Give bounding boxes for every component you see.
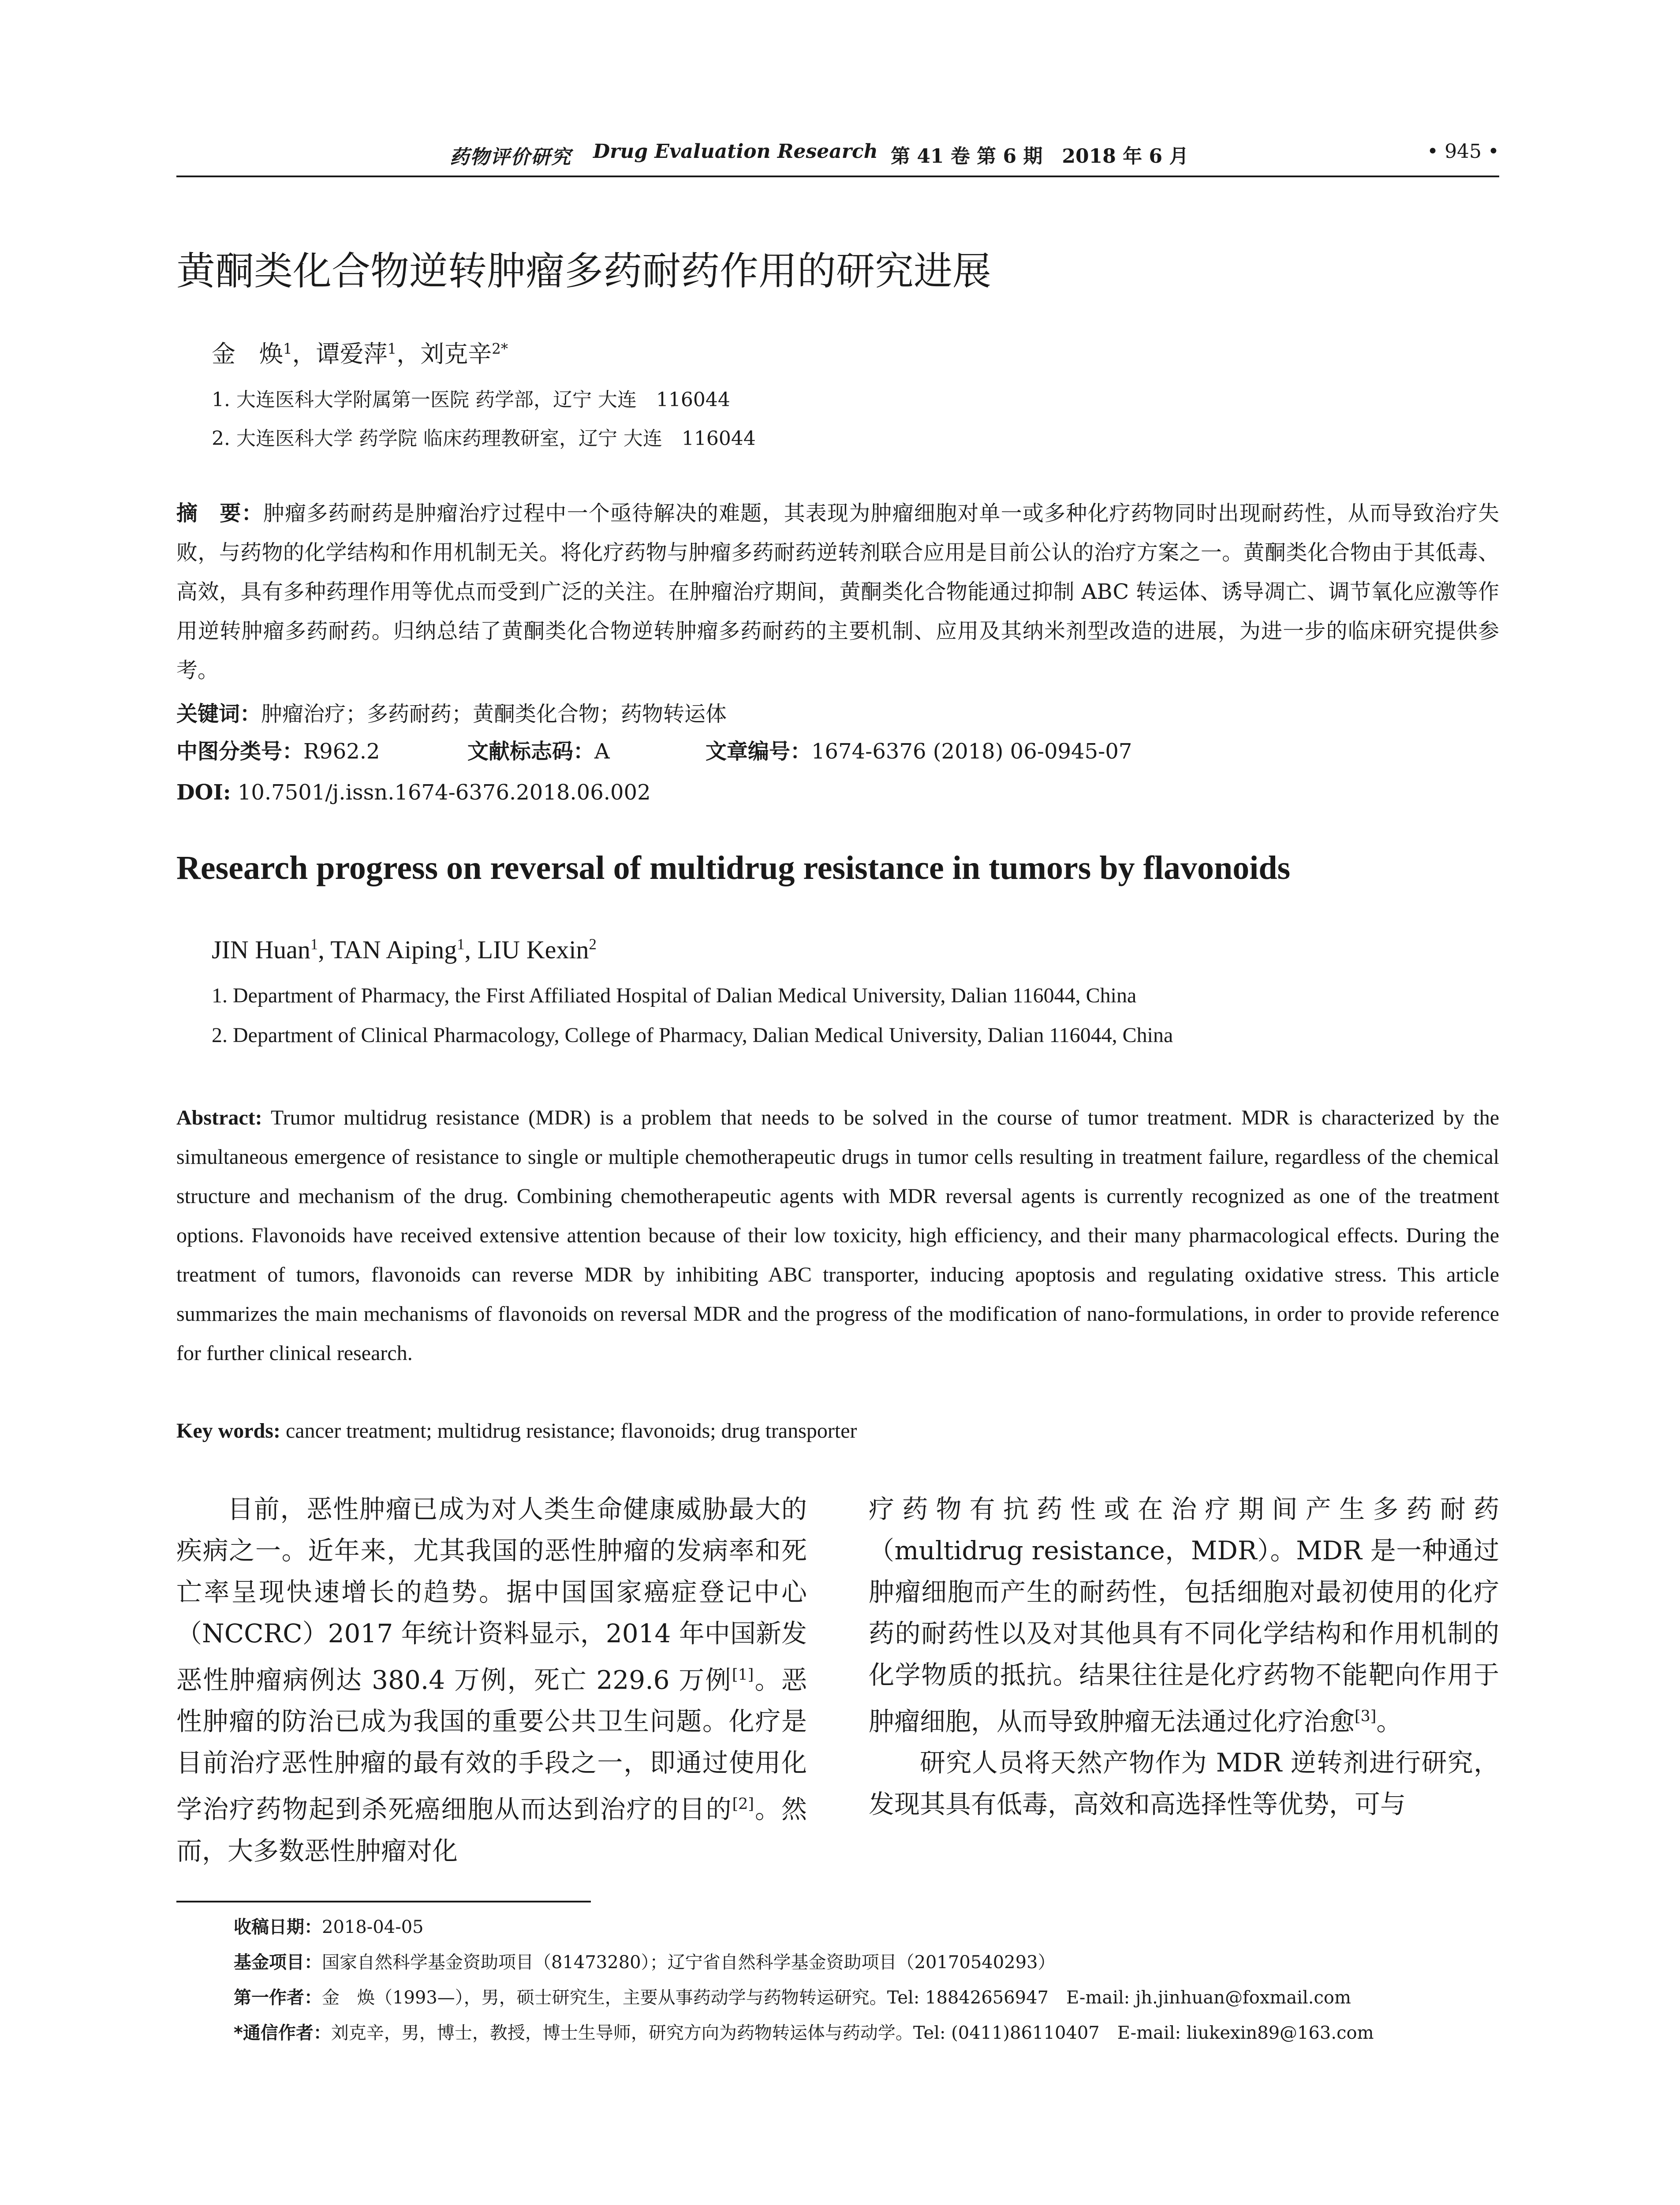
footnote-first-author xyxy=(234,1980,1351,2015)
body-paragraph xyxy=(869,1488,1499,1742)
document-code-label: 文献标志码： xyxy=(467,739,595,764)
en-author-2: , TAN Aiping xyxy=(318,935,457,964)
english-title: Research progress on reversal of multidrug resistance in tumors by flavonoids xyxy=(176,849,1291,886)
chinese-keywords xyxy=(176,695,1499,734)
author-3-affil: 2* xyxy=(492,340,508,357)
english-affiliation-1: 1. Department of Pharmacy, the First Affiliated Hospital of Dalian Medical University, Dalian 116044, China xyxy=(212,984,1137,1007)
footnote-text: 金 焕（1993—），男，硕士研究生，主要从事药动学与药物转运研究。Tel: 18842656947 E-mail: jh.jinhuan@foxmail.com xyxy=(322,1988,1351,2008)
body-text: 。恶性肿瘤的防治已成为我国的重要公共卫生问题。化疗是目前治疗恶性肿瘤的最有效的手段之一，即通过使用化学治疗药物起到杀死癌细胞从而达到治疗的目的 xyxy=(176,1665,807,1824)
body-column-left xyxy=(176,1488,807,1872)
footnote-text: 刘克辛，男，博士，教授，博士生导师，研究方向为药物转运体与药动学。Tel: (0411)86110407 E-mail: liukexin89@163.com xyxy=(331,2023,1374,2043)
chinese-authors xyxy=(212,335,508,369)
clc-value: R962.2 xyxy=(303,739,380,764)
chinese-abstract xyxy=(176,494,1499,690)
body-text: 。然而，大多数恶性肿瘤对化 xyxy=(176,1794,807,1866)
body-text: 。 xyxy=(1376,1706,1402,1737)
footnote-label: 第一作者： xyxy=(234,1988,322,2008)
chinese-keywords-text: 肿瘤治疗；多药耐药；黄酮类化合物；药物转运体 xyxy=(261,702,727,726)
journal-name: Drug Evaluation Research xyxy=(593,140,878,163)
page-number: • 945 • xyxy=(1427,140,1499,163)
english-keywords-text: cancer treatment; multidrug resistance; flavonoids; drug transporter xyxy=(280,1419,857,1443)
author-separator: ， xyxy=(292,340,316,368)
footnote-received xyxy=(234,1910,424,1945)
footnote-label: *通信作者： xyxy=(234,2023,331,2043)
body-paragraph xyxy=(869,1742,1499,1825)
en-author-1: JIN Huan xyxy=(212,935,310,964)
footnote-label: 收稿日期： xyxy=(234,1917,322,1937)
citation-ref[interactable]: [2] xyxy=(732,1795,754,1813)
doi-label: DOI: xyxy=(176,780,231,805)
article-number-value: 1674-6376 (2018) 06-0945-07 xyxy=(811,739,1132,764)
journal-logo: 药物评价研究 xyxy=(450,146,571,168)
article-number xyxy=(706,734,1132,765)
clc-label: 中图分类号： xyxy=(176,739,304,764)
body-text: 研究人员将天然产物作为 MDR 逆转剂进行研究，发现其具有低毒，高效和高选择性等优势，可与 xyxy=(869,1748,1499,1820)
body-text: 目前，恶性肿瘤已成为对人类生命健康威胁最大的疾病之一。近年来，尤其我国的恶性肿瘤的发病率和死亡率呈现快速增长的趋势。据中国国家癌症登记中心（NCCRC）2017 年统计资料显示，2014 年中国新发恶性肿瘤病例达 380.4 万例，死亡 229.6 万例 xyxy=(176,1494,807,1695)
english-authors xyxy=(212,935,597,964)
doi-value: 10.7501/j.issn.1674-6376.2018.06.002 xyxy=(231,780,651,805)
footnote-text: 2018-04-05 xyxy=(322,1917,424,1937)
citation-ref[interactable]: [1] xyxy=(732,1666,754,1684)
chinese-title: 黄酮类化合物逆转肿瘤多药耐药作用的研究进展 xyxy=(176,248,992,294)
english-keywords xyxy=(176,1411,1499,1450)
body-paragraph xyxy=(176,1488,807,1872)
chinese-abstract-label: 摘 要： xyxy=(176,501,263,526)
english-abstract xyxy=(176,1098,1499,1373)
clc-code xyxy=(176,734,380,765)
body-text: 疗药物有抗药性或在治疗期间产生多药耐药（multidrug resistance，MDR）。MDR 是一种通过肿瘤细胞而产生的耐药性，包括细胞对最初使用的化疗药的耐药性以及对其他具有不同化学结构和作用机制的化学物质的抵抗。结果往往是化疗药物不能靶向作用于肿瘤细胞，从而导致肿瘤无法通过化疗治愈 xyxy=(869,1494,1499,1737)
en-author-3: , LIU Kexin xyxy=(464,935,589,964)
footnote-corresponding xyxy=(234,2015,1374,2051)
english-abstract-label: Abstract: xyxy=(176,1106,262,1129)
footnote-text: 国家自然科学基金资助项目（81473280）；辽宁省自然科学基金资助项目（20170540293） xyxy=(322,1952,1056,1973)
doi-line xyxy=(176,773,1499,812)
en-author-1-affil: 1 xyxy=(310,935,318,953)
author-2-affil: 1 xyxy=(387,340,397,357)
document-code xyxy=(467,734,610,765)
classification-line xyxy=(176,734,1499,770)
header-rule xyxy=(176,176,1499,177)
citation-ref[interactable]: [3] xyxy=(1355,1708,1377,1725)
footnote-fund xyxy=(234,1945,1056,1980)
english-affiliation-2: 2. Department of Clinical Pharmacology, College of Pharmacy, Dalian Medical University, Dalian 116044, China xyxy=(212,1024,1173,1047)
footnote-label: 基金项目： xyxy=(234,1952,322,1973)
en-author-3-affil: 2 xyxy=(589,935,597,953)
journal-issue: 第 41 卷 第 6 期 2018 年 6 月 xyxy=(891,145,1189,168)
author-2: 谭爱萍 xyxy=(316,340,388,368)
english-abstract-text: Trumor multidrug resistance (MDR) is a problem that needs to be solved in the course of tumor treatment. MDR is characterized by the simultaneous emergence of resistance to single or multiple chemotherapeutic drugs in tumor cells resulting in treatment failure, regardless of the chemical structure and mechanism of the drug. Combining chemotherapeutic agents with MDR reversal agents is currently recognized as one of the treatment options. Flavonoids have received extensive attention because of their low toxicity, high efficiency, and their many pharmacological effects. During the treatment of tumors, flavonoids can reverse MDR by inhibiting ABC transporter, inducing apoptosis and regulating oxidative stress. This article summarizes the main mechanisms of flavonoids on reversal MDR and the progress of the modification of nano-formulations, in order to provide reference for further clinical research. xyxy=(176,1106,1499,1365)
en-author-2-affil: 1 xyxy=(457,935,465,953)
footnote-rule xyxy=(176,1901,591,1902)
article-number-label: 文章编号： xyxy=(706,739,812,764)
author-3: 刘克辛 xyxy=(420,340,492,368)
running-header xyxy=(176,140,1499,171)
author-1-affil: 1 xyxy=(283,340,292,357)
chinese-abstract-text: 肿瘤多药耐药是肿瘤治疗过程中一个亟待解决的难题，其表现为肿瘤细胞对单一或多种化疗药物同时出现耐药性，从而导致治疗失败，与药物的化学结构和作用机制无关。将化疗药物与肿瘤多药耐药逆转剂联合应用是目前公认的治疗方案之一。黄酮类化合物由于其低毒、高效，具有多种药理作用等优点而受到广泛的关注。在肿瘤治疗期间，黄酮类化合物能通过抑制 ABC 转运体、诱导凋亡、调节氧化应激等作用逆转肿瘤多药耐药。归纳总结了黄酮类化合物逆转肿瘤多药耐药的主要机制、应用及其纳米剂型改造的进展，为进一步的临床研究提供参考。 xyxy=(176,501,1499,683)
chinese-keywords-label: 关键词： xyxy=(176,702,261,726)
document-code-value: A xyxy=(594,739,610,764)
chinese-affiliation-2: 2. 大连医科大学 药学院 临床药理教研室，辽宁 大连 116044 xyxy=(212,427,756,450)
body-column-right xyxy=(869,1488,1499,1825)
author-1: 金 焕 xyxy=(212,340,283,368)
chinese-affiliation-1: 1. 大连医科大学附属第一医院 药学部，辽宁 大连 116044 xyxy=(212,389,730,411)
author-separator: ， xyxy=(396,340,421,368)
english-keywords-label: Key words: xyxy=(176,1419,280,1443)
